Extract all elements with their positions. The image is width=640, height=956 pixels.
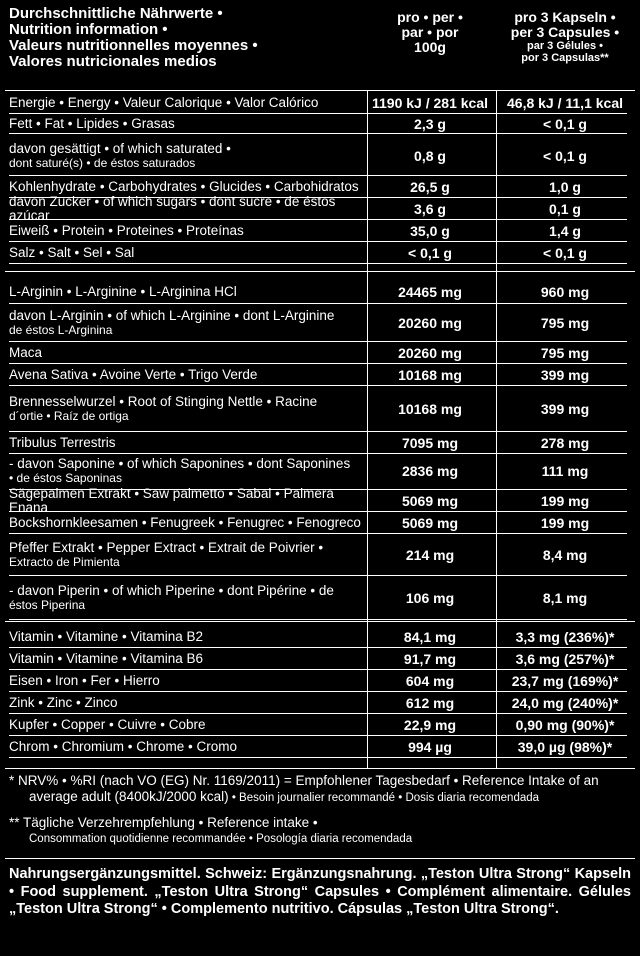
value-per-3-capsules: 111 mg (541, 463, 589, 479)
value-per-100g: 91,7 mg (403, 651, 457, 667)
header-title-fr: Valeurs nutritionnelles moyennes • (9, 37, 258, 54)
section-divider (5, 768, 635, 769)
table-row (0, 280, 640, 304)
nutrient-label (9, 648, 364, 670)
nutrient-label-line: Tribulus Terrestris (9, 435, 116, 450)
nutrient-label-line: Vitamin • Vitamine • Vitamina B6 (9, 651, 204, 666)
nutrient-label-line: Kohlenhydrate • Carbohydrates • Glucides • Carbohidratos (9, 179, 359, 194)
value-per-3-capsules: 795 mg (540, 345, 590, 361)
header-title-de: Durchschnittliche Nährwerte • (9, 5, 223, 22)
value-per-3-capsules: 795 mg (540, 315, 590, 331)
nutrient-label (9, 670, 364, 692)
value-per-100g: 10168 mg (398, 401, 462, 417)
value-per-3-capsules: 399 mg (540, 367, 590, 383)
nutrient-label (9, 576, 364, 620)
value-per-3-capsules: 1,4 g (549, 223, 581, 239)
table-row (0, 626, 640, 648)
nutrient-label (9, 736, 364, 758)
nutrient-label (9, 512, 364, 534)
value-per-100g: 612 mg (405, 695, 455, 711)
value-per-100g: 214 mg (405, 547, 455, 563)
nutrient-label-line: d´ortie • Raíz de ortiga (9, 409, 129, 423)
value-per-100g: 2836 mg (401, 463, 459, 479)
value-per-100g: 604 mg (405, 673, 455, 689)
nutrient-label (9, 432, 364, 454)
value-per-100g: 26,5 g (410, 179, 450, 195)
header-col2-line: por 3 Capsulas** (521, 52, 609, 64)
table-row (0, 364, 640, 386)
table-row (0, 136, 640, 176)
value-per-3-capsules: 399 mg (540, 401, 590, 417)
row-underline (9, 263, 627, 264)
nutrient-label-line: Maca (9, 345, 43, 360)
nutrient-label-line: Bockshornkleesamen • Fenugreek • Fenugrec • Fenogreco (9, 515, 361, 530)
footnote-nrv-line2-main: average adult (8400kJ/2000 kcal) (29, 789, 229, 804)
table-row (0, 486, 640, 515)
table-row (0, 576, 640, 620)
nutrient-label-line: Eiweiß • Protein • Proteines • Proteínas (9, 223, 244, 238)
header-col1-line: par • por (401, 24, 459, 40)
nutrient-label-line: Kupfer • Copper • Cuivre • Cobre (9, 717, 206, 732)
footnote-nrv-line2 (9, 789, 634, 806)
table-row (0, 736, 640, 758)
header-col2-line: per 3 Capsules • (510, 24, 620, 40)
row-underline (9, 133, 627, 134)
header-col2-line: par 3 Gélules • (527, 40, 603, 52)
value-per-3-capsules: < 0,1 g (543, 245, 587, 261)
table-row (0, 242, 640, 264)
nutrient-label (9, 342, 364, 364)
value-per-100g: 20260 mg (398, 345, 462, 361)
value-per-100g: 20260 mg (398, 315, 462, 331)
nutrient-label-line: Salz • Salt • Sel • Sal (9, 245, 135, 260)
nutrient-label (9, 220, 364, 242)
section-divider (5, 621, 635, 622)
value-per-100g: 22,9 mg (403, 717, 457, 733)
nutrient-label-line: L-Arginin • L-Arginine • L-Arginina HCl (9, 284, 237, 299)
nutrient-label-line: de éstos L-Arginina (9, 323, 113, 337)
footnote-daily-line1: ** Tägliche Verzehrempfehlung • Reference intake • (9, 815, 318, 830)
table-row (0, 648, 640, 670)
nutrient-label-line: davon L-Arginin • of which L-Arginine • dont L-Arginine (9, 308, 335, 323)
table-row (0, 714, 640, 736)
table-row (0, 342, 640, 364)
value-per-100g: 10168 mg (398, 367, 462, 383)
nutrient-label-line: Zink • Zinc • Zinco (9, 695, 118, 710)
table-row (0, 432, 640, 454)
nutrient-label (9, 280, 364, 304)
nutrient-label (9, 626, 364, 648)
header-title-en: Nutrition information • (9, 21, 168, 38)
nutrient-label (9, 452, 364, 490)
table-row (0, 92, 640, 114)
value-per-3-capsules: 0,1 g (549, 201, 581, 217)
value-per-100g: 2,3 g (414, 116, 446, 132)
value-per-3-capsules: 24,0 mg (240%)* (511, 695, 619, 711)
nutrient-label (9, 242, 364, 264)
table-row (0, 534, 640, 576)
nutrient-label-line: éstos Piperina (9, 598, 86, 612)
nutrient-label (9, 534, 364, 576)
nutrient-label (9, 486, 364, 515)
nutrient-label-line: Chrom • Chromium • Chrome • Cromo (9, 739, 237, 754)
nutrient-label (9, 304, 364, 342)
value-per-3-capsules: 3,3 mg (236%)* (515, 629, 615, 645)
header-divider (5, 90, 635, 91)
header-title-es: Valores nutricionales medios (9, 53, 217, 70)
header-col2-line: pro 3 Kapseln • (514, 9, 616, 25)
nutrient-label-line: Extracto de Pimienta (9, 555, 120, 569)
header-titles (9, 6, 379, 70)
value-per-3-capsules: 3,6 mg (257%)* (515, 651, 615, 667)
header-col-per-100g (380, 10, 480, 55)
nutrient-label-line: dont saturé(s) • de éstos saturados (9, 156, 196, 170)
nutrient-label (9, 364, 364, 386)
value-per-3-capsules: 278 mg (540, 435, 590, 451)
value-per-3-capsules: 199 mg (540, 493, 590, 509)
value-per-3-capsules: < 0,1 g (543, 116, 587, 132)
value-per-100g: 1190 kJ / 281 kcal (372, 95, 488, 111)
value-per-100g: 0,8 g (414, 148, 446, 164)
table-row (0, 220, 640, 242)
table-row (0, 692, 640, 714)
table-header (0, 0, 640, 90)
value-per-3-capsules: < 0,1 g (543, 148, 587, 164)
footnote-daily-intake (9, 815, 634, 847)
header-col1-line: pro • per • (397, 9, 463, 25)
row-underline (9, 757, 627, 758)
footnote-nrv-line2-small: • Besoin journalier recommandé • Dosis diaria recomendada (228, 792, 540, 804)
nutrient-label-line: Vitamin • Vitamine • Vitamina B2 (9, 629, 204, 644)
table-row (0, 386, 640, 432)
nutrient-label-line: Avena Sativa • Avoine Verte • Trigo Verde (9, 367, 258, 382)
nutrient-label-line: davon Zucker • of which sugars • dont sucre • de éstos azúcar (9, 194, 336, 223)
header-col1-line: 100g (414, 39, 446, 55)
nutrient-label-line: Pfeffer Extrakt • Pepper Extract • Extrait de Poivrier • (9, 540, 324, 555)
footnote-daily-line2: Consommation quotidienne recommandée • Posología diaria recomendada (29, 833, 413, 845)
product-description: Nahrungsergänzungsmittel. Schweiz: Ergänzungsnahrung. „Teston Ultra Strong“ Kapseln • Food supplement. „Teston Ultra Strong“ Capsules • Complément alimentaire. Gélules „Teston Ultra Strong“ • Complemento nutritivo. Cápsulas „Teston Ultra Strong“. (9, 866, 631, 917)
table-row (0, 452, 640, 490)
value-per-3-capsules: 960 mg (540, 284, 590, 300)
nutrient-label-line: Brennesselwurzel • Root of Stinging Nettle • Racine (9, 394, 318, 409)
value-per-100g: 5069 mg (401, 493, 459, 509)
value-per-100g: 24465 mg (398, 284, 462, 300)
section-divider (5, 271, 635, 272)
section-divider (5, 858, 635, 859)
nutrient-label-line: Fett • Fat • Lipides • Grasas (9, 116, 175, 131)
nutrient-label (9, 692, 364, 714)
value-per-100g: 5069 mg (401, 515, 459, 531)
nutrient-label (9, 114, 364, 134)
nutrient-label-line: - davon Piperin • of which Piperine • dont Pipérine • de (9, 583, 334, 598)
value-per-100g: 994 µg (408, 739, 452, 755)
footnote-nrv (9, 773, 634, 806)
table-row (0, 114, 640, 134)
footnote-nrv-line1: * NRV% • %RI (nach VO (EG) Nr. 1169/2011) = Empfohlener Tagesbedarf • Reference Intake of an (9, 773, 599, 788)
nutrient-label (9, 136, 364, 176)
nutrient-label (9, 92, 364, 114)
table-row (0, 304, 640, 342)
nutrient-label-line: - davon Saponine • of which Saponines • dont Saponines (9, 456, 351, 471)
nutrient-label-line: Eisen • Iron • Fer • Hierro (9, 673, 160, 688)
value-per-3-capsules: 199 mg (540, 515, 590, 531)
value-per-3-capsules: 8,1 mg (542, 590, 588, 606)
nutrient-label-line: Sägepalmen Extrakt • Saw palmetto • Sabal • Palmera Enana (9, 486, 334, 515)
value-per-3-capsules: 46,8 kJ / 11,1 kcal (507, 95, 623, 111)
value-per-100g: 106 mg (405, 590, 455, 606)
table-row (0, 512, 640, 534)
value-per-100g: 7095 mg (401, 435, 459, 451)
value-per-100g: 3,6 g (414, 201, 446, 217)
value-per-3-capsules: 39,0 µg (98%)* (517, 739, 613, 755)
nutrient-label-line: • de éstos Saponinas (9, 471, 122, 485)
value-per-100g: 84,1 mg (403, 629, 457, 645)
value-per-3-capsules: 1,0 g (549, 179, 581, 195)
nutrient-label (9, 194, 364, 223)
nutrient-label (9, 386, 364, 432)
table-row (0, 194, 640, 223)
table-row (0, 670, 640, 692)
header-col-per-3-capsules (500, 10, 630, 64)
nutrient-label-line: Energie • Energy • Valeur Calorique • Valor Calórico (9, 95, 319, 110)
nutrient-label-line: davon gesättigt • of which saturated • (9, 141, 231, 156)
value-per-3-capsules: 8,4 mg (542, 547, 588, 563)
value-per-100g: 35,0 g (410, 223, 450, 239)
value-per-3-capsules: 23,7 mg (169%)* (511, 673, 619, 689)
row-underline (9, 619, 627, 620)
value-per-100g: < 0,1 g (408, 245, 452, 261)
value-per-3-capsules: 0,90 mg (90%)* (515, 717, 615, 733)
nutrient-label (9, 714, 364, 736)
